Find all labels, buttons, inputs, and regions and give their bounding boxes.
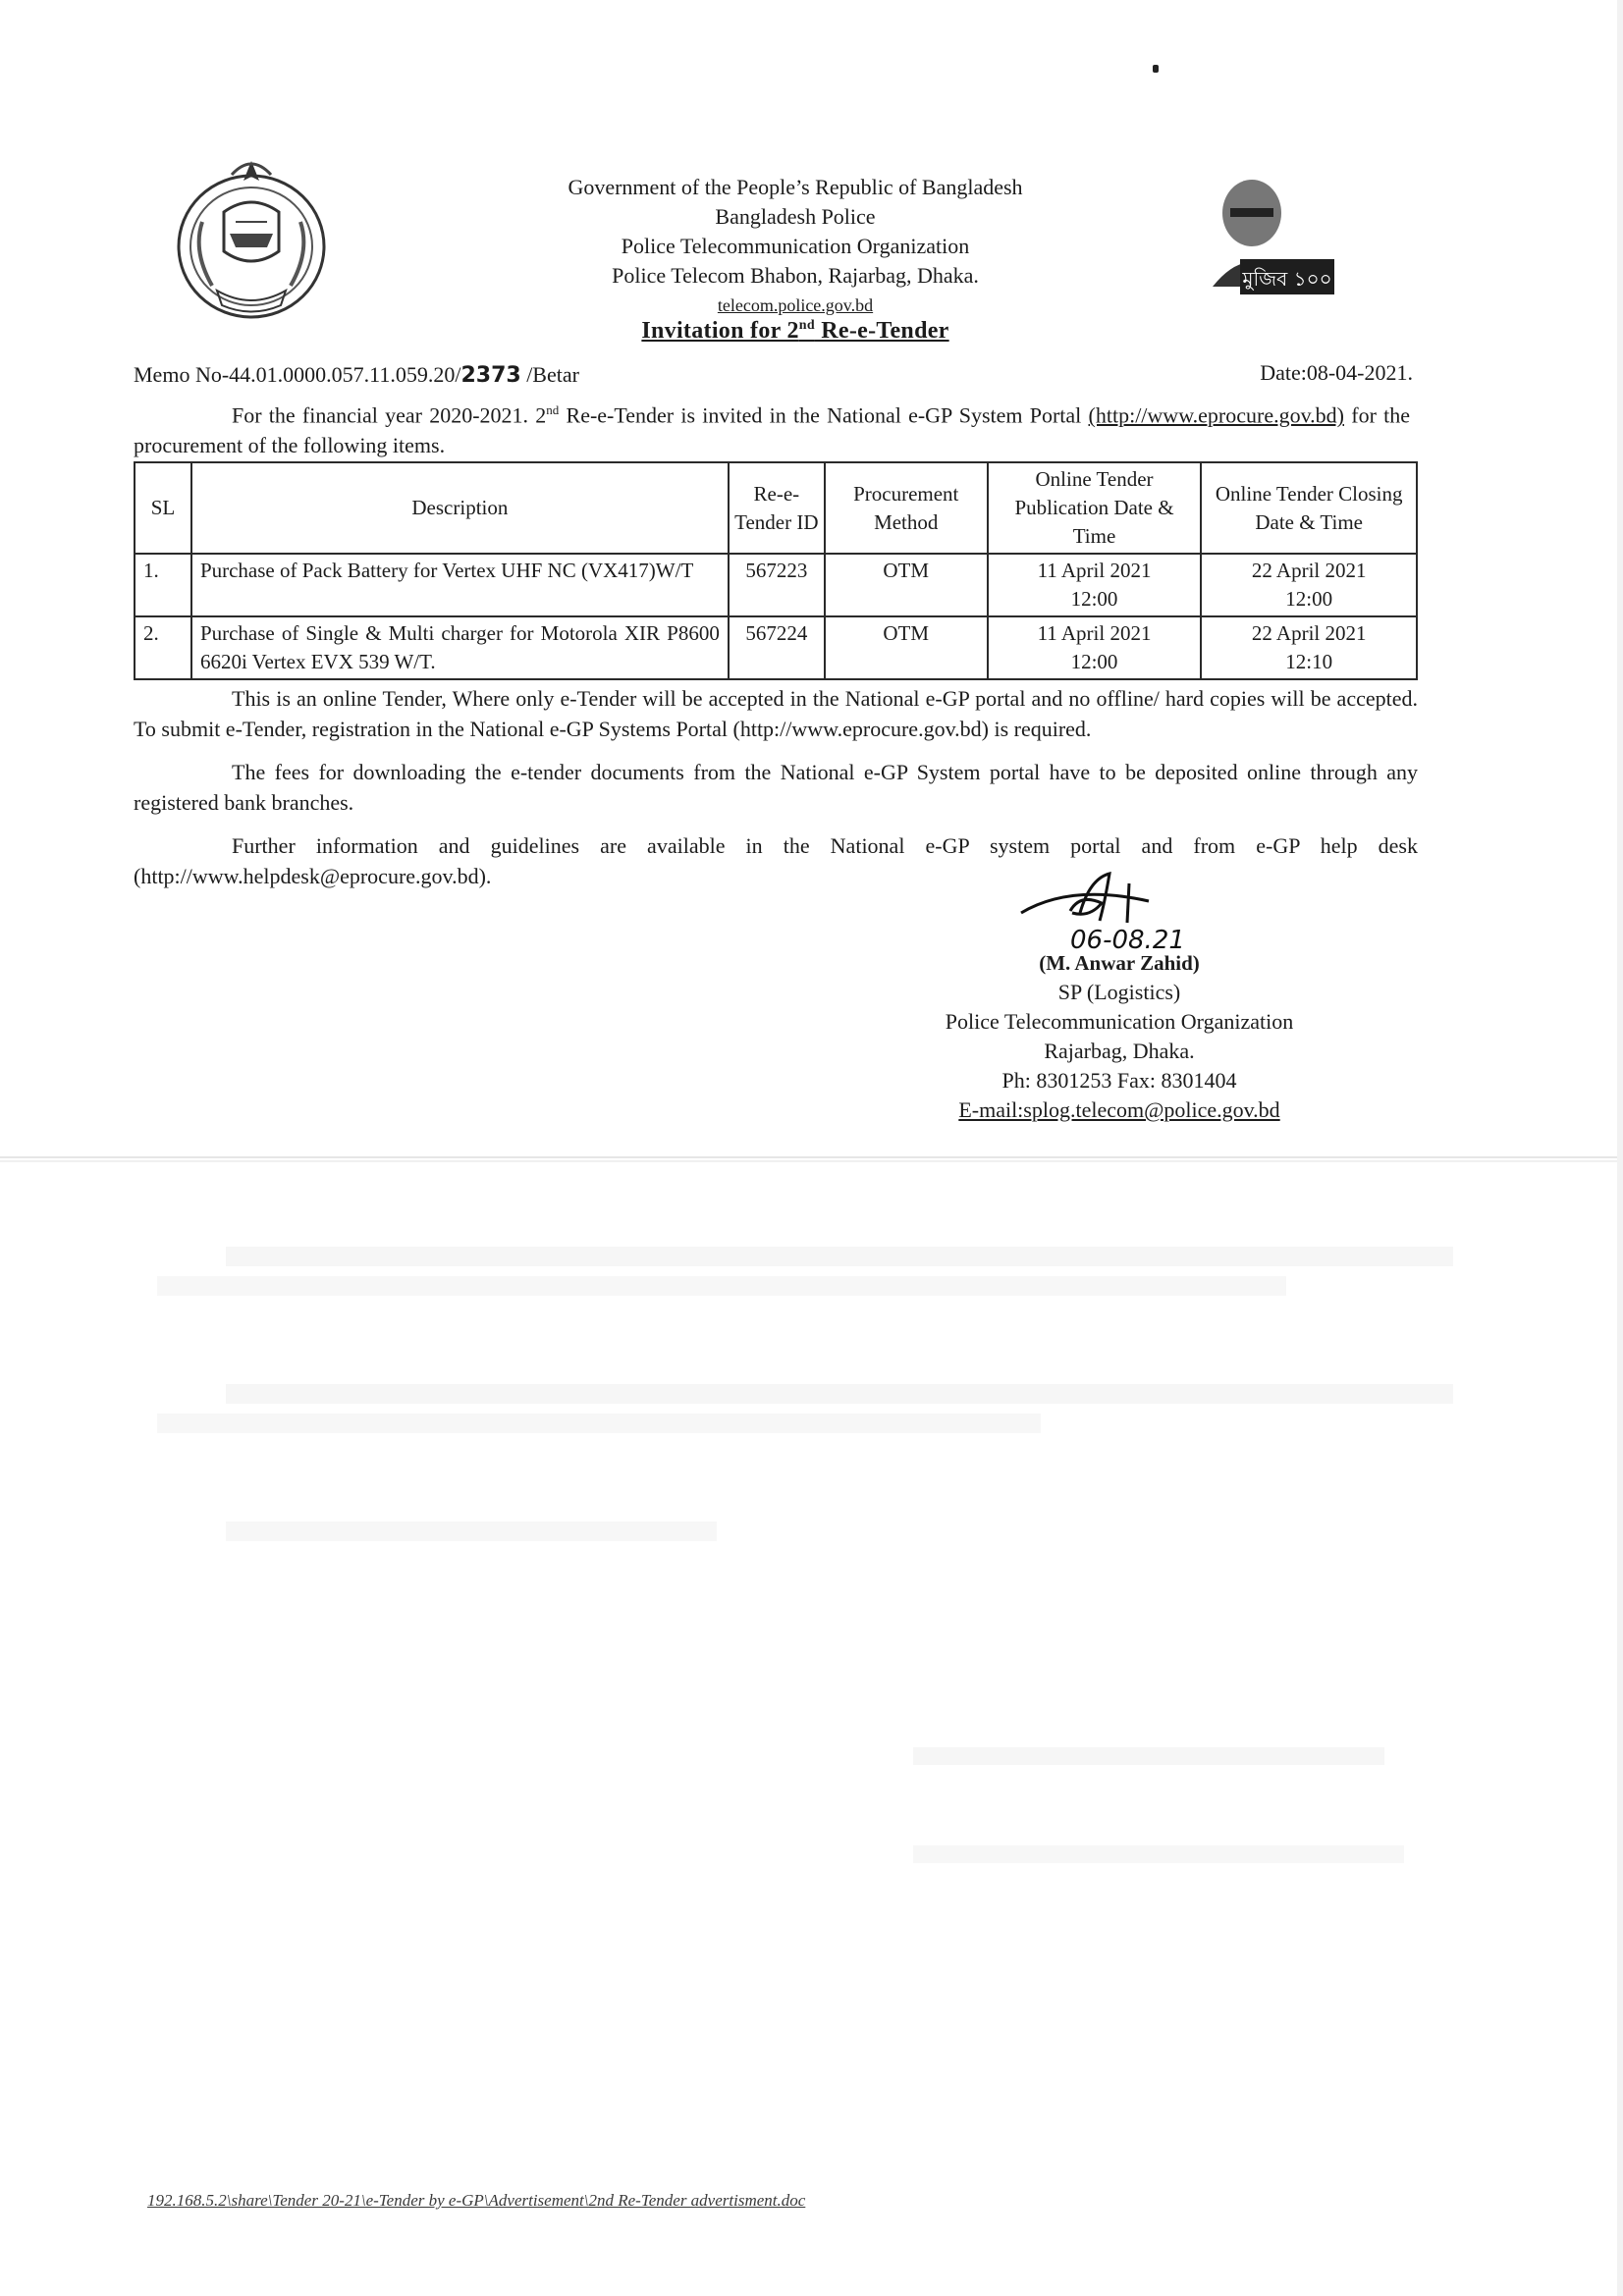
table-row bbox=[135, 554, 1417, 616]
header-department: Bangladesh Police bbox=[715, 204, 876, 229]
publication-time: 12:00 bbox=[1070, 587, 1118, 611]
signatory-phone-fax: Ph: 8301253 Fax: 8301404 bbox=[1001, 1068, 1237, 1093]
ink-speck bbox=[1153, 65, 1159, 73]
memo-prefix: Memo No-44.01.0000.057.11.059.20/ bbox=[134, 362, 461, 387]
signatory-email-link[interactable]: E-mail:splog.telecom@police.gov.bd bbox=[958, 1097, 1280, 1122]
mujib-100-logo bbox=[1193, 169, 1389, 301]
table-row bbox=[135, 616, 1417, 679]
header-publication-date: Online Tender Publication Date & Time bbox=[988, 462, 1202, 554]
header-government: Government of the People’s Republic of Bangladesh bbox=[568, 175, 1023, 199]
header-website-link[interactable]: telecom.police.gov.bd bbox=[717, 295, 874, 315]
eprocure-link[interactable]: (http://www.eprocure.gov.bd) bbox=[1088, 402, 1344, 428]
memo-number bbox=[134, 362, 579, 388]
bangladesh-police-emblem-icon bbox=[173, 153, 330, 325]
intro-superscript: nd bbox=[546, 402, 560, 417]
cell-description: Purchase of Pack Battery for Vertex UHF NC (VX417)W/T bbox=[191, 554, 729, 616]
header-sl: SL bbox=[135, 462, 191, 554]
mujib-100-logo-text: মুজিব ১০০ bbox=[1242, 267, 1332, 291]
intro-text-1: For the financial year 2020-2021. 2 bbox=[232, 402, 547, 428]
intro-text-2: Re-e-Tender is invited in the National e-GP System Portal bbox=[559, 402, 1089, 428]
header-organization: Police Telecommunication Organization bbox=[621, 234, 970, 258]
cell-closing bbox=[1201, 554, 1417, 616]
closing-date: 22 April 2021 bbox=[1251, 559, 1367, 582]
publication-time: 12:00 bbox=[1070, 650, 1118, 673]
cell-method: OTM bbox=[825, 554, 988, 616]
closing-time: 12:00 bbox=[1285, 587, 1333, 611]
paragraph-further-info: Further information and guidelines are available in the National e-GP system portal and from e-GP help desk (http://www.helpdesk@eprocure.gov.bd). bbox=[134, 833, 1418, 888]
closing-date: 22 April 2021 bbox=[1251, 621, 1367, 645]
document-title bbox=[373, 318, 1217, 345]
cell-sl: 1. bbox=[135, 554, 191, 616]
signatory-designation: SP (Logistics) bbox=[1057, 980, 1181, 1004]
title-prefix: Invitation for 2 bbox=[641, 318, 799, 344]
memo-date: Date:08-04-2021. bbox=[1260, 360, 1413, 385]
publication-date: 11 April 2021 bbox=[1037, 621, 1152, 645]
paragraph-fees: The fees for downloading the e-tender documents from the National e-GP System portal have to be deposited online through any registered bank branches. bbox=[134, 760, 1418, 815]
portrait-icon bbox=[1193, 169, 1389, 301]
cell-publication bbox=[988, 554, 1202, 616]
title-suffix: Re-e-Tender bbox=[814, 318, 949, 344]
cell-closing bbox=[1201, 616, 1417, 679]
table-header-row bbox=[135, 462, 1417, 554]
cell-publication bbox=[988, 616, 1202, 679]
paragraph-online-tender: This is an online Tender, Where only e-Tender will be accepted in the National e-GP portal and no offline/ hard copies will be accepted. To submit e-Tender, registration in the National e-GP Systems Portal (http://www.eprocure.gov.bd) is required. bbox=[134, 686, 1418, 741]
letterhead bbox=[373, 173, 1217, 320]
cell-sl: 2. bbox=[135, 616, 191, 679]
header-procurement-method: Procurement Method bbox=[825, 462, 988, 554]
cell-description: Purchase of Single & Multi charger for Motorola XIR P8600 6620i Vertex EVX 539 W/T. bbox=[191, 616, 729, 679]
title-superscript: nd bbox=[798, 318, 815, 333]
closing-time: 12:10 bbox=[1285, 650, 1333, 673]
signatory-location: Rajarbag, Dhaka. bbox=[1044, 1039, 1195, 1063]
header-description: Description bbox=[191, 462, 729, 554]
publication-date: 11 April 2021 bbox=[1037, 559, 1152, 582]
cell-tender-id: 567224 bbox=[729, 616, 825, 679]
paper-fold-line bbox=[0, 1160, 1623, 1162]
signatory-organization: Police Telecommunication Organization bbox=[945, 1009, 1294, 1034]
memo-suffix: /Betar bbox=[520, 362, 579, 387]
intro-text-3: for the procurement of the following items. bbox=[134, 402, 1411, 458]
cell-method: OTM bbox=[825, 616, 988, 679]
memo-handwritten-number: 2373 bbox=[460, 363, 521, 388]
signatory-block bbox=[903, 948, 1335, 1125]
file-path-footer: 192.168.5.2\share\Tender 20-21\e-Tender by e-GP\Advertisement\2nd Re-Tender advertisment.doc bbox=[147, 2191, 806, 2210]
header-closing-date: Online Tender Closing Date & Time bbox=[1201, 462, 1417, 554]
intro-paragraph bbox=[134, 395, 1410, 460]
signature-date: 06-08.21 bbox=[1070, 926, 1185, 952]
page-edge-shadow bbox=[1617, 0, 1623, 2296]
cell-tender-id: 567223 bbox=[729, 554, 825, 616]
header-address: Police Telecom Bhabon, Rajarbag, Dhaka. bbox=[612, 263, 979, 288]
tender-table bbox=[134, 461, 1418, 680]
handwritten-signature bbox=[1011, 864, 1247, 952]
header-tender-id: Re-e-Tender ID bbox=[729, 462, 825, 554]
signatory-name: (M. Anwar Zahid) bbox=[1039, 951, 1200, 975]
paper-fold-line bbox=[0, 1156, 1623, 1158]
